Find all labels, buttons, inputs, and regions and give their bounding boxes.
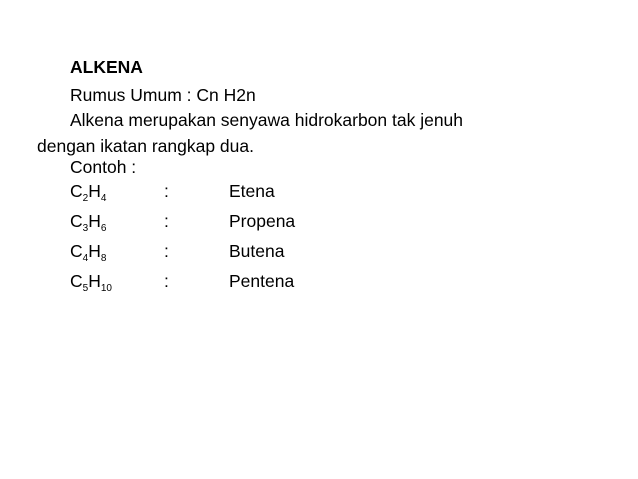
separator: : [164,241,169,261]
compound-name: Propena [229,211,296,231]
example-row [0,240,638,266]
general-formula: Rumus Umum : Cn H2n [70,85,256,105]
compound-name: Butena [229,241,285,261]
chemical-formula: $C_5H_{10}$ [70,271,112,294]
separator: : [164,181,169,201]
separator: : [164,271,169,291]
example-row [0,210,638,236]
compound-name: Etena [229,181,275,201]
example-row [0,270,638,296]
chemical-formula: $C_2H_4$ [70,181,107,204]
examples-label: Contoh : [70,157,137,177]
definition-line-2: dengan ikatan rangkap dua. [37,136,254,156]
heading: ALKENA [70,57,143,77]
example-row [0,180,638,206]
compound-name: Pentena [229,271,295,291]
separator: : [164,211,169,231]
chemical-formula: $C_3H_6$ [70,211,107,234]
chemical-formula: $C_4H_8$ [70,241,107,264]
definition-line-1: Alkena merupakan senyawa hidrokarbon tak jenuh [70,110,464,130]
